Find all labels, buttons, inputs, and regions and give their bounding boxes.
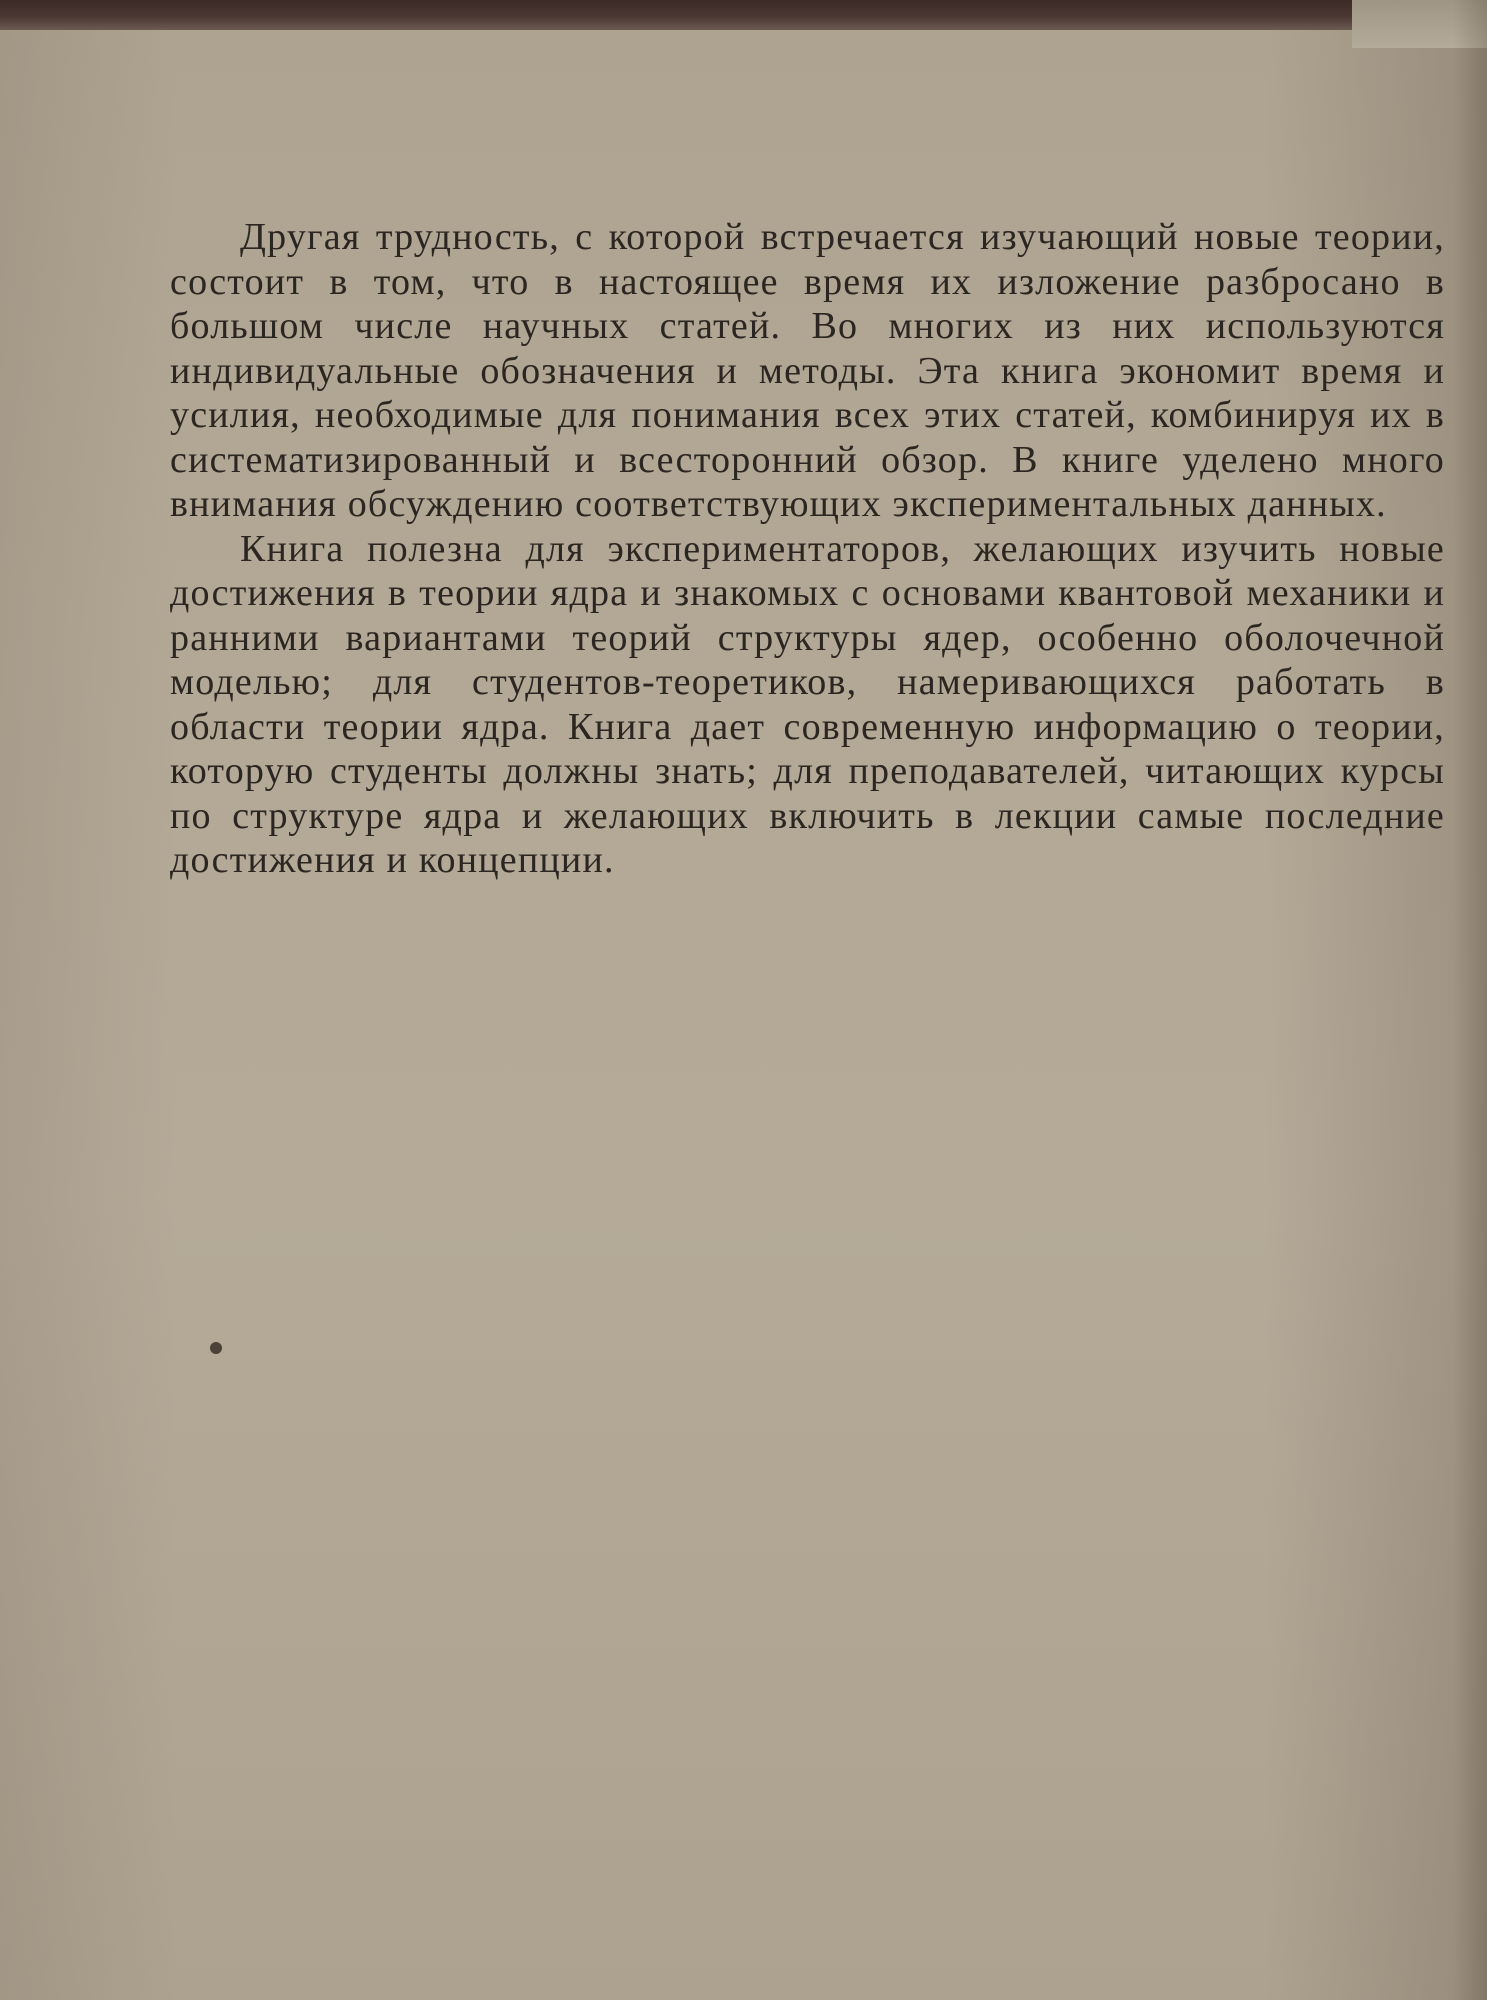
book-cover-edge bbox=[0, 0, 1352, 30]
paragraph: Другая трудность, с которой встречается изучающий новые теории, состоит в том, что в настоящее время их изложение разбросано в большом числе научных статей. Во многих из них используются индивидуальные обозначения и методы. Эта книга экономит время и усилия, необходимые для понимания всех этих статей, комбинируя их в систематизированный и всесторонний обзор. В книге уделено много внимания обсуждению соответствующих экспериментальных данных. bbox=[170, 216, 1445, 525]
ink-spot bbox=[210, 1342, 222, 1354]
paragraph: Книга полезна для экспериментаторов, желающих изучить новые достижения в теории ядра и знакомых с основами квантовой механики и ранними вариантами теорий структуры ядер, особенно оболочечной моделью; для студентов-теоретиков, намеривающихся работать в области теории ядра. Книга дает современную информацию о теории, которую студенты должны знать; для преподавателей, читающих курсы по структуре ядра и желающих включить в лекции самые последние достижения и концепции. bbox=[170, 527, 1445, 881]
page-edge-shadow bbox=[1453, 0, 1487, 2000]
page-body bbox=[170, 215, 1445, 883]
